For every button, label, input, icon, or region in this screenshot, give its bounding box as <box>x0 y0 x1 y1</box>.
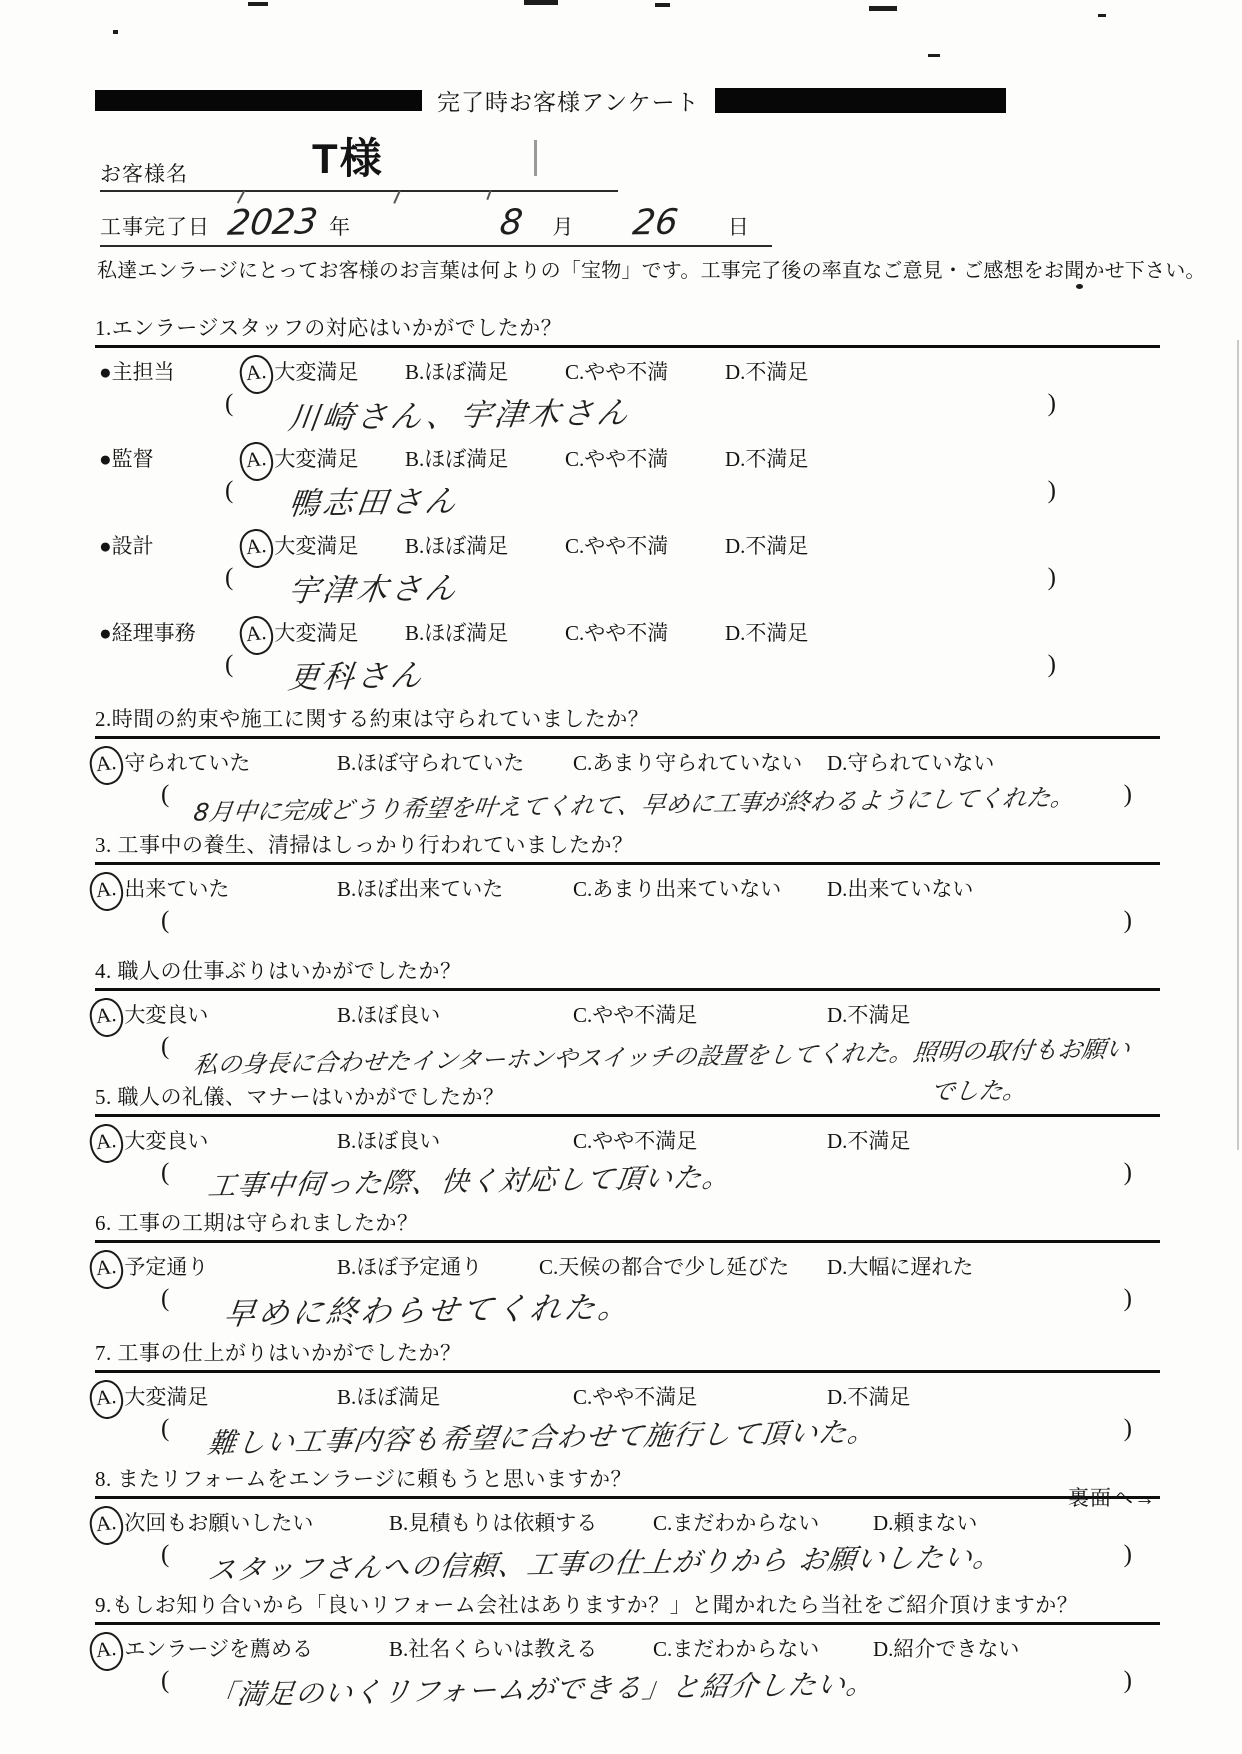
option-c: C.やや不満 <box>565 621 669 645</box>
option-c: C.やや不満足 <box>573 1129 698 1153</box>
option-b: B.ほぼ良い <box>337 1129 441 1153</box>
paren-open: ( <box>225 564 234 591</box>
option-d: D.不満足 <box>827 1385 911 1409</box>
option-a-key: A. <box>94 1001 118 1029</box>
question-title: 9.もしお知り合いから「良いリフォーム会社はありますか？」と聞かれたら当社をご紹介頂けますか？ <box>95 1589 1160 1625</box>
comment-row <box>95 562 1160 609</box>
option-c: C.天候の都合で少し延びた <box>539 1255 790 1279</box>
option-b: B.ほぼ満足 <box>405 360 509 384</box>
paren-open: ( <box>161 1667 170 1694</box>
option-b: B.ほぼ満足 <box>405 621 509 645</box>
completion-date-field <box>100 202 772 247</box>
paren-open: ( <box>161 1033 170 1060</box>
option-a-key: A. <box>244 445 268 473</box>
option-a <box>94 1633 389 1663</box>
option-d: D.不満足 <box>725 447 809 471</box>
option-a-label: 大変満足 <box>274 447 359 471</box>
paren-close: ) <box>1123 1285 1132 1312</box>
scan-artifact-stroke <box>237 190 245 203</box>
scan-artifact-stroke <box>393 190 401 204</box>
rating-sublabel: ●経理事務 <box>99 621 196 645</box>
option-a-key: A. <box>94 875 118 903</box>
question-1 <box>95 312 1160 696</box>
option-a-label: 大変満足 <box>124 1385 209 1409</box>
date-day-unit: 日 <box>727 215 749 239</box>
date-month-unit: 月 <box>552 215 574 239</box>
handwritten-comment: 更科さん <box>286 657 428 697</box>
option-b: B.ほぼ良い <box>337 1003 441 1027</box>
option-c: C.やや不満足 <box>573 1003 698 1027</box>
option-b: B.ほぼ満足 <box>337 1385 441 1409</box>
customer-name-field <box>100 112 618 192</box>
option-b: B.ほぼ守られていた <box>337 751 525 775</box>
date-year-value: 2023 <box>225 202 320 244</box>
paren-close: ) <box>1123 1415 1132 1442</box>
question-title: 5. 職人の礼儀、マナーはいかがでしたか？ <box>95 1081 1160 1117</box>
paren-close: ) <box>1123 781 1132 808</box>
rating-row <box>95 1125 1160 1155</box>
handwritten-comment: 鴨志田さん <box>286 483 462 523</box>
scan-edge-artifact <box>1237 340 1239 1150</box>
question-6 <box>94 1207 1160 1333</box>
handwritten-comment-continued: でした。 <box>928 1076 1029 1106</box>
date-month-value: 8 <box>497 202 525 244</box>
rating-row <box>95 1251 1160 1281</box>
option-b: B.ほぼ出来ていた <box>337 877 504 901</box>
option-a <box>94 1251 337 1281</box>
customer-name-value: T様 <box>312 135 384 182</box>
option-a <box>94 999 337 1029</box>
option-b: B.ほぼ予定通り <box>337 1255 483 1279</box>
option-a <box>94 873 337 903</box>
back-page-note: 裏面へ→ <box>1068 1486 1156 1510</box>
option-a <box>244 530 405 560</box>
option-a-key: A. <box>94 749 118 777</box>
handwritten-comment: 早めに終わらせてくれた。 <box>222 1289 635 1333</box>
handwritten-comment: スタッフさんへの信頼、工事の仕上がりから お願いしたい。 <box>206 1540 1005 1587</box>
option-a-label: 大変満足 <box>274 534 359 558</box>
option-d: D.大幅に遅れた <box>827 1255 974 1279</box>
paren-close: ) <box>1123 1541 1132 1568</box>
option-a-label: 大変満足 <box>274 360 359 384</box>
scan-speck <box>248 2 268 6</box>
option-a <box>244 617 405 647</box>
paren-open: ( <box>161 1541 170 1568</box>
handwritten-comment: 私の身長に合わせたインターホンやスイッチの設置をしてくれた。照明の取付もお願い <box>192 1034 1132 1080</box>
comment-row <box>95 905 1160 948</box>
redaction-bar-left <box>95 90 422 111</box>
rating-row <box>95 1633 1160 1663</box>
option-c: C.まだわからない <box>653 1511 820 1535</box>
option-b: B.ほぼ満足 <box>405 447 509 471</box>
comment-row <box>95 1413 1160 1460</box>
option-a-label: エンラージを薦める <box>124 1637 314 1661</box>
redaction-bar-right <box>715 88 1006 113</box>
rating-sublabel: ●監督 <box>99 447 154 471</box>
handwritten-comment: 川崎さん、宇津木さん <box>286 395 634 437</box>
option-b: B.社名くらいは教える <box>389 1637 598 1661</box>
question-2 <box>94 703 1160 827</box>
comment-row <box>95 1665 1160 1712</box>
date-day-value: 26 <box>630 202 681 244</box>
scan-artifact-stroke <box>486 190 491 200</box>
option-c: C.やや不満 <box>565 360 669 384</box>
date-year-unit: 年 <box>329 215 351 239</box>
rating-row <box>95 1381 1160 1411</box>
paren-close: ) <box>1123 1159 1132 1186</box>
rating-row-accounting <box>95 617 1160 647</box>
question-3 <box>95 829 1160 948</box>
comment-row <box>95 779 1160 827</box>
option-b: B.ほぼ満足 <box>405 534 509 558</box>
comment-row <box>95 475 1160 522</box>
option-a-key: A. <box>94 1127 118 1155</box>
option-c: C.やや不満 <box>565 534 669 558</box>
scan-speck <box>113 30 118 34</box>
handwritten-comment: 工事中伺った際、快く対応して頂いた。 <box>206 1160 734 1203</box>
option-a-label: 予定通り <box>124 1255 209 1279</box>
paren-open: ( <box>161 1159 170 1186</box>
paren-close: ) <box>1123 1667 1132 1694</box>
option-a-key: A. <box>94 1253 118 1281</box>
option-d: D.不満足 <box>827 1003 911 1027</box>
option-c: C.あまり出来ていない <box>573 877 782 901</box>
paren-open: ( <box>161 1285 170 1312</box>
rating-row <box>95 1507 1160 1537</box>
option-a-label: 出来ていた <box>124 877 230 901</box>
paren-close: ) <box>1047 390 1056 417</box>
option-a-key: A. <box>244 532 268 560</box>
scan-speck <box>655 3 670 7</box>
paren-open: ( <box>161 907 170 934</box>
option-c: C.やや不満 <box>565 447 669 471</box>
option-c: C.まだわからない <box>653 1637 820 1661</box>
question-7 <box>94 1337 1160 1460</box>
rating-row <box>95 873 1160 903</box>
paren-open: ( <box>225 477 234 504</box>
option-a <box>244 356 405 386</box>
scan-speck <box>1098 14 1106 17</box>
rating-row <box>95 999 1160 1029</box>
comment-row <box>95 649 1160 696</box>
option-a-key: A. <box>244 619 268 647</box>
handwritten-comment: 「満足のいくリフォームができる」と紹介したい。 <box>206 1667 878 1712</box>
option-a-key: A. <box>94 1509 118 1537</box>
rating-row-lead <box>95 356 1160 386</box>
rating-row-supervisor <box>95 443 1160 473</box>
scan-artifact-tick <box>534 140 537 176</box>
question-title: 8. またリフォームをエンラージに頼もうと思いますか？ <box>95 1463 1160 1499</box>
question-title: 1.エンラージスタッフの対応はいかがでしたか？ <box>95 312 1160 348</box>
question-8 <box>94 1463 1160 1587</box>
option-c: C.あまり守られていない <box>573 751 803 775</box>
option-a-key: A. <box>94 1635 118 1663</box>
option-a-label: 守られていた <box>124 751 251 775</box>
option-b: B.見積もりは依頼する <box>389 1511 598 1535</box>
option-a <box>94 747 337 777</box>
question-title: 4. 職人の仕事ぶりはいかがでしたか？ <box>95 955 1160 991</box>
scan-speck <box>1076 284 1083 289</box>
option-d: D.出来ていない <box>827 877 974 901</box>
option-c: C.やや不満足 <box>573 1385 698 1409</box>
handwritten-comment: 8月中に完成どうり希望を叶えてくれて、早めに工事が終わるようにしてくれた。 <box>192 783 1077 827</box>
option-d: D.不満足 <box>725 621 809 645</box>
option-a <box>244 443 405 473</box>
option-d: D.守られていない <box>827 751 995 775</box>
question-title: 3. 工事中の養生、清掃はしっかり行われていましたか？ <box>95 829 1160 865</box>
option-a-label: 次回もお願いしたい <box>124 1511 314 1535</box>
form-title: 完了時お客様アンケート <box>437 90 700 115</box>
option-a <box>94 1507 389 1537</box>
option-a-key: A. <box>94 1383 118 1411</box>
option-a-label: 大変満足 <box>274 621 359 645</box>
paren-open: ( <box>225 651 234 678</box>
comment-row <box>95 1157 1160 1203</box>
paren-open: ( <box>225 390 234 417</box>
rating-sublabel: ●主担当 <box>99 360 175 384</box>
option-d: D.不満足 <box>827 1129 911 1153</box>
question-9 <box>94 1589 1160 1712</box>
questions-area <box>95 312 1160 1715</box>
customer-name-label: お客様名 <box>100 162 188 186</box>
scan-speck <box>524 0 558 5</box>
question-title: 2.時間の約束や施工に関する約束は守られていましたか？ <box>95 703 1160 739</box>
comment-row <box>95 388 1160 435</box>
intro-text: 私達エンラージにとってお客様のお言葉は何よりの「宝物」です。工事完了後の率直なご意見・ご感想をお聞かせ下さい。 <box>97 260 1206 282</box>
paren-close: ) <box>1047 651 1056 678</box>
option-a <box>94 1125 337 1155</box>
completion-date-label: 工事完了日 <box>100 215 210 239</box>
paren-close: ) <box>1047 564 1056 591</box>
option-a-label: 大変良い <box>124 1129 209 1153</box>
paren-close: ) <box>1123 907 1132 934</box>
option-a-label: 大変良い <box>124 1003 209 1027</box>
paren-open: ( <box>161 781 170 808</box>
question-title: 7. 工事の仕上がりはいかがでしたか？ <box>95 1337 1160 1373</box>
rating-row <box>95 747 1160 777</box>
option-d: D.紹介できない <box>873 1637 1020 1661</box>
rating-sublabel: ●設計 <box>99 534 154 558</box>
option-d: D.不満足 <box>725 360 809 384</box>
paren-close: ) <box>1047 477 1056 504</box>
scan-speck <box>928 54 940 57</box>
comment-row <box>95 1539 1160 1587</box>
handwritten-comment: 宇津木さん <box>286 570 462 610</box>
scan-speck <box>869 6 897 11</box>
rating-row-design <box>95 530 1160 560</box>
option-d: D.頼まない <box>873 1511 978 1535</box>
option-d: D.不満足 <box>725 534 809 558</box>
question-title: 6. 工事の工期は守られましたか？ <box>95 1207 1160 1243</box>
handwritten-comment: 難しい工事内容も希望に合わせて施行して頂いた。 <box>206 1415 879 1460</box>
option-a <box>94 1381 337 1411</box>
comment-row <box>95 1283 1160 1333</box>
option-a-key: A. <box>244 358 268 386</box>
paren-open: ( <box>161 1415 170 1442</box>
